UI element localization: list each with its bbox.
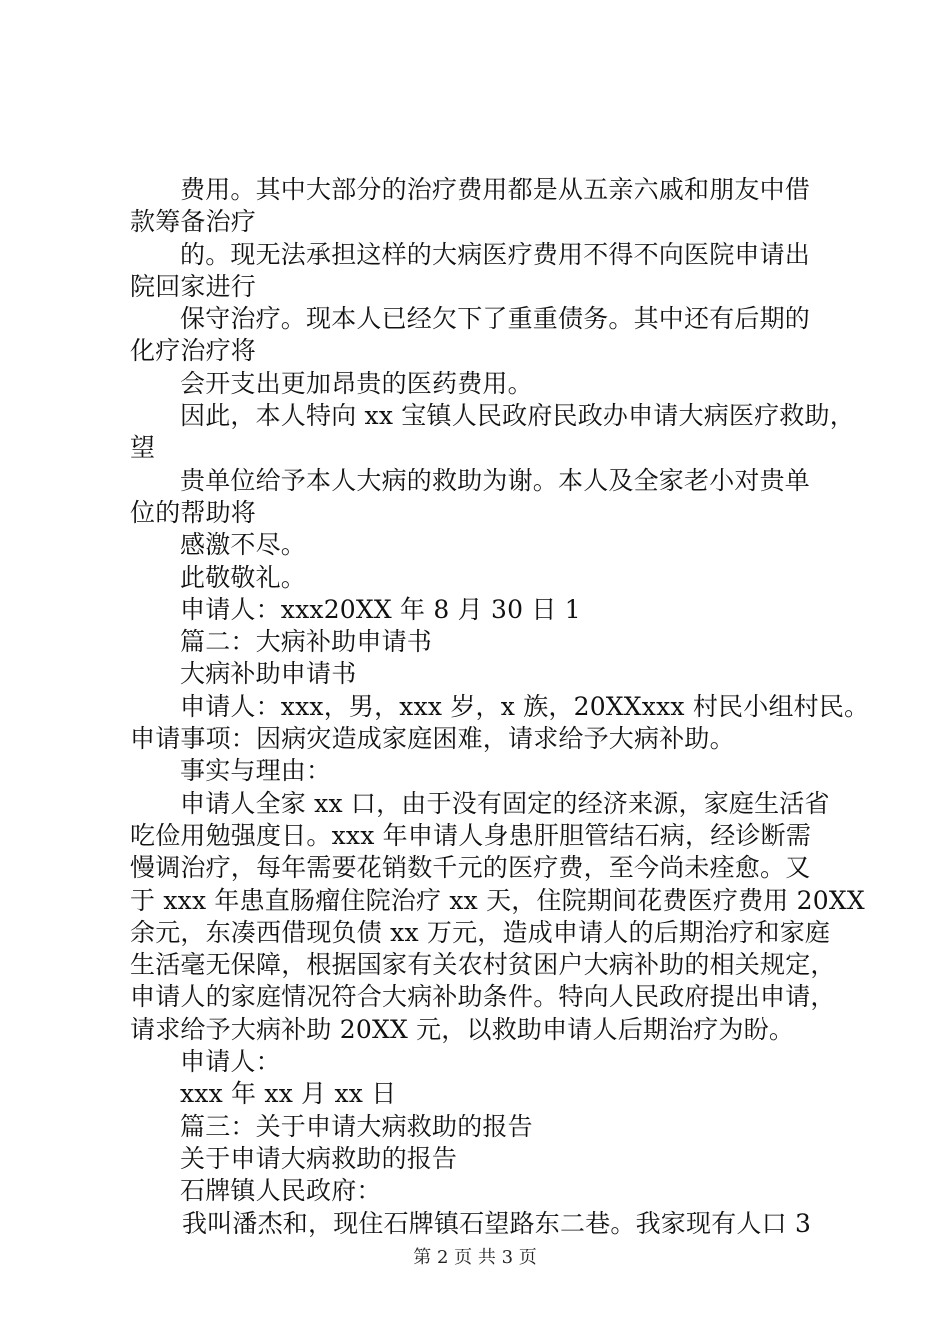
text-line: 于 xxx 年患直肠瘤住院治疗 xx 天，住院期间花费医疗费用 20XX [130,885,865,915]
page-footer: 第 2 页 共 3 页 [413,1247,537,1268]
text-line: 望 [130,433,156,463]
text-line: 余元，东凑西借现负债 xx 万元，造成申请人的后期治疗和家庭 [130,917,831,947]
text-line: 此敬敬礼。 [180,562,307,592]
text-line: 化疗治疗将 [130,336,257,366]
document-body [130,174,870,1240]
text-line: 款筹备治疗 [130,207,257,237]
text-line: 事实与理由： [180,756,332,786]
text-line: 我叫潘杰和，现住石牌镇石望路东二巷。我家现有人口 3 [182,1208,812,1238]
text-line: 院回家进行 [130,271,257,301]
text-line: xxx 年 xx 月 xx 日 [180,1079,397,1109]
text-line: 会开支出更加昂贵的医药费用。 [180,368,533,398]
text-line: 申请人：xxx，男，xxx 岁，x 族，20XXxxx 村民小组村民。 [180,691,870,721]
text-line: 石牌镇人民政府： [180,1176,382,1206]
text-line: 贵单位给予本人大病的救助为谢。本人及全家老小对贵单 [180,465,811,495]
text-line: 位的帮助将 [130,497,257,527]
text-line: 大病补助申请书 [180,659,357,689]
text-line: 吃俭用勉强度日。xxx 年申请人身患肝胆管结石病，经诊断需 [130,820,812,850]
text-line: 生活毫无保障，根据国家有关农村贫困户大病补助的相关规定， [130,950,836,980]
text-line: 申请事项：因病灾造成家庭困难，请求给予大病补助。 [130,724,735,754]
text-line: 关于申请大病救助的报告 [180,1143,458,1173]
text-line: 请求给予大病补助 20XX 元，以救助申请人后期治疗为盼。 [130,1014,795,1044]
text-line: 申请人： [180,1047,281,1077]
text-line: 申请人：xxx20XX 年 8 月 30 日 1 [180,594,581,624]
text-line: 申请人的家庭情况符合大病补助条件。特向人民政府提出申请， [130,982,836,1012]
text-line: 篇二：大病补助申请书 [180,627,433,657]
text-line: 慢调治疗，每年需要花销数千元的医疗费，至今尚未痊愈。又 [130,853,811,883]
text-line: 篇三：关于申请大病救助的报告 [180,1111,533,1141]
text-line: 的。现无法承担这样的大病医疗费用不得不向医院申请出 [180,239,811,269]
text-line: 因此，本人特向 xx 宝镇人民政府民政办申请大病医疗救助， [180,401,855,431]
text-line: 保守治疗。现本人已经欠下了重重债务。其中还有后期的 [180,304,811,334]
text-line: 感激不尽。 [180,530,307,560]
text-line: 费用。其中大部分的治疗费用都是从五亲六戚和朋友中借 [180,175,811,204]
text-line: 申请人全家 xx 口，由于没有固定的经济来源，家庭生活省 [180,788,830,818]
